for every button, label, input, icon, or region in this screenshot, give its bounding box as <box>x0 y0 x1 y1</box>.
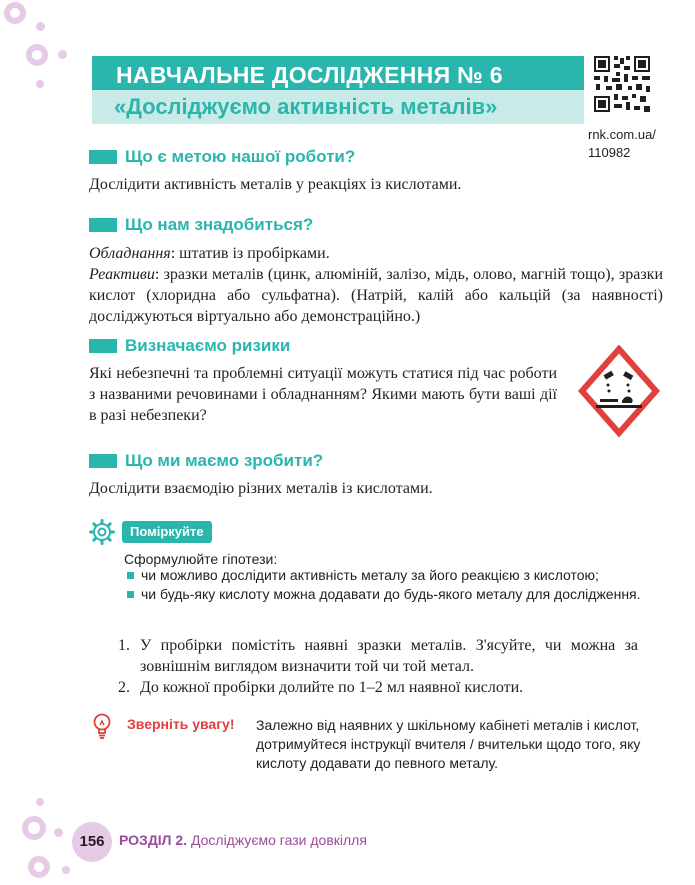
section-risks-title: Визначаємо ризики <box>125 336 291 355</box>
section-goal-heading <box>89 146 355 168</box>
think-bullet-1: чи можливо дослідити активність металу за його реакцією з кислотою; <box>141 567 599 583</box>
section-todo-title: Що ми маємо зробити? <box>125 451 324 470</box>
attention-label: Зверніть увагу! <box>127 716 235 732</box>
decor-dot <box>54 828 63 837</box>
section-risks-text: Які небезпечні та проблемні ситуації можуть статися під час роботи з названими речовинами і обладнанням? Якими мають бути ваші дії в разі небезпеки? <box>89 365 557 424</box>
section-need-equipment <box>89 243 663 264</box>
step-item <box>118 677 638 698</box>
decor-dot <box>22 816 46 840</box>
footer-chapter <box>119 832 367 848</box>
qr-url-line2: 110982 <box>588 145 631 160</box>
section-marker <box>89 454 117 468</box>
step-text: У пробірки помістіть наявні зразки металів. З'ясуйте, чи можна за зовнішнім виглядом визначити той чи той метал. <box>140 637 638 675</box>
page-number: 156 <box>72 822 112 862</box>
section-marker <box>89 150 117 164</box>
step-number: 1. <box>118 637 130 654</box>
equipment-text: : штатив із пробірками. <box>170 245 330 262</box>
section-need-heading <box>89 214 313 236</box>
qr-link[interactable] <box>588 126 688 162</box>
page-subtitle: «Досліджуємо активність металів» <box>92 90 584 124</box>
equipment-label: Обладнання <box>89 245 171 262</box>
qr-code-icon[interactable] <box>594 56 650 112</box>
section-need-title: Що нам знадобиться? <box>125 215 314 234</box>
section-todo-heading <box>89 450 323 472</box>
chapter-label: РОЗДІЛ 2. <box>119 832 188 848</box>
section-marker <box>89 218 117 232</box>
reagents-text: : зразки металів (цинк, алюміній, залізо, мідь, олово, магній тощо), зразки кислот (хлоридна або сульфатна). (Натрій, калій або кальцій (за наявності) досліджуються віртуально або демонстраційно.) <box>89 266 663 325</box>
section-need-reagents <box>89 264 663 327</box>
bullet-marker <box>127 591 134 598</box>
decor-dot <box>36 80 44 88</box>
lightbulb-icon <box>92 712 112 740</box>
decor-dot <box>36 798 44 806</box>
bullet-marker <box>127 572 134 579</box>
corrosive-hazard-icon <box>578 345 660 437</box>
section-risks-heading <box>89 335 290 357</box>
think-bullet-2: чи будь-яку кислоту можна додавати до будь-якого металу для дослідження. <box>141 586 641 602</box>
decor-dot <box>36 22 45 31</box>
decor-dot <box>4 2 26 24</box>
decor-dot <box>58 50 67 59</box>
attention-text: Залежно від наявних у шкільному кабінеті металів і кислот, дотримуйтеся інструкції вчителя / вчительки щодо того, яку кислоту додавати до певного металу. <box>256 717 641 771</box>
decor-dot <box>26 44 48 66</box>
chapter-title: Досліджуємо гази довкілля <box>190 832 367 848</box>
think-badge: Поміркуйте <box>122 521 212 543</box>
gear-icon <box>89 519 115 545</box>
think-intro: Сформулюйте гіпотези: <box>124 551 278 567</box>
reagents-label: Реактиви <box>89 266 155 283</box>
step-number: 2. <box>118 679 130 696</box>
step-item <box>118 635 638 677</box>
decor-dot <box>28 856 50 878</box>
qr-url-line1: rnk.com.ua/ <box>588 127 656 142</box>
page-title: НАВЧАЛЬНЕ ДОСЛІДЖЕННЯ № 6 <box>92 56 584 94</box>
decor-dot <box>62 866 70 874</box>
section-todo-text: Дослідити взаємодію різних металів із кислотами. <box>89 480 433 497</box>
section-goal-title: Що є метою нашої роботи? <box>125 147 356 166</box>
step-text: До кожної пробірки долийте по 1–2 мл наявної кислоти. <box>140 679 524 696</box>
section-goal-text: Дослідити активність металів у реакціях із кислотами. <box>89 176 462 193</box>
section-marker <box>89 339 117 353</box>
